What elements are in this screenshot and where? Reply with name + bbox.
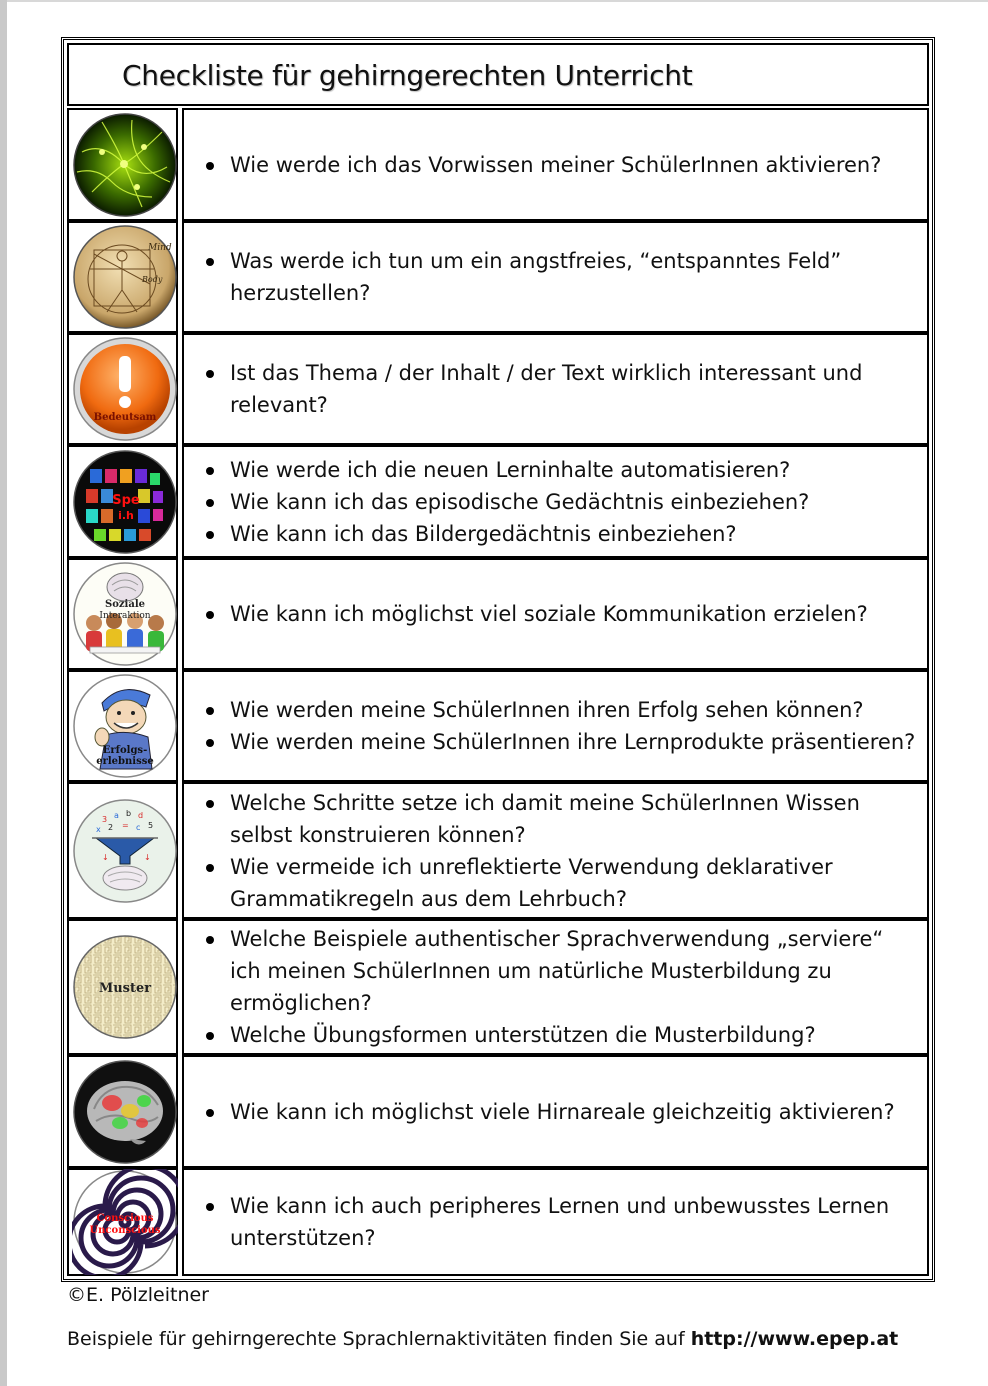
svg-text:Mind: Mind: [148, 243, 172, 253]
question-cell: [182, 333, 929, 445]
table-row: [67, 221, 929, 333]
viewer-left-edge: [0, 0, 7, 1386]
table-row: [67, 108, 929, 221]
question-item: Wie vermeide ich unreflektierte Verwendung deklarativer Grammatikregeln aus dem Lehrbuch?: [206, 851, 917, 915]
icon-cell: [67, 670, 178, 782]
table-row: [67, 919, 929, 1055]
svg-text:x: x: [96, 824, 101, 834]
icon-cell: [67, 919, 178, 1055]
question-cell: [182, 1168, 929, 1276]
svg-text:Spe: Spe: [112, 492, 140, 508]
icon-cell: [67, 558, 178, 670]
svg-text:a: a: [114, 810, 119, 820]
table-row: [67, 782, 929, 919]
viewer-top-edge: [7, 0, 988, 2]
question-item: Wie werde ich die neuen Lerninhalte automatisieren?: [206, 454, 917, 486]
svg-text:Conscious: Conscious: [96, 1213, 154, 1224]
checklist-table: [61, 37, 935, 1282]
table-row: [67, 1055, 929, 1168]
footer-text: Beispiele für gehirngerechte Sprachlernaktivitäten finden Sie auf: [67, 1328, 691, 1350]
table-row: [67, 1168, 929, 1276]
success-boy-icon: [72, 673, 178, 779]
svg-text:d: d: [138, 810, 144, 820]
question-cell: [182, 1055, 929, 1168]
svg-text:2: 2: [108, 822, 114, 832]
question-cell: [182, 445, 929, 558]
social-group-icon: [72, 561, 178, 667]
question-item: Welche Übungsformen unterstützen die Musterbildung?: [206, 1019, 917, 1051]
icon-cell: [67, 221, 178, 333]
svg-text:c: c: [136, 822, 141, 832]
question-item: Was werde ich tun um ein angstfreies, “entspanntes Feld” herzustellen?: [206, 245, 917, 309]
icon-cell: [67, 782, 178, 919]
question-cell: [182, 558, 929, 670]
icon-cell: [67, 333, 178, 445]
svg-text:3: 3: [102, 814, 108, 824]
funnel-brain-icon: [72, 798, 178, 904]
svg-text:Soziale: Soziale: [104, 599, 146, 610]
spiral-icon: [72, 1169, 178, 1275]
svg-text:Bedeutsam: Bedeutsam: [93, 412, 157, 423]
brain-scan-icon: [72, 1059, 178, 1165]
question-cell: [182, 782, 929, 919]
svg-text:↓: ↓: [144, 852, 151, 862]
neurons-icon: [72, 112, 178, 218]
vitruvian-man-icon: [72, 224, 178, 330]
question-cell: [182, 221, 929, 333]
icon-cell: [67, 445, 178, 558]
table-row: [67, 333, 929, 445]
question-item: Welche Beispiele authentischer Sprachverwendung „serviere“ ich meinen SchülerInnen um natürliche Musterbildung zu ermöglichen?: [206, 923, 917, 1019]
copyright: ©E. Pölzleitner: [67, 1284, 209, 1306]
question-item: Ist das Thema / der Inhalt / der Text wirklich interessant und relevant?: [206, 357, 917, 421]
footer-line: [67, 1328, 898, 1350]
table-row: [67, 558, 929, 670]
app-grid-icon: [72, 449, 178, 555]
question-item: Wie werden meine SchülerInnen ihre Lernprodukte präsentieren?: [206, 726, 917, 758]
svg-text:Muster: Muster: [98, 981, 152, 996]
exclamation-icon: [72, 336, 178, 442]
svg-text:Body: Body: [142, 275, 163, 284]
svg-text:Erfolgs-: Erfolgs-: [102, 745, 148, 756]
icon-cell: [67, 108, 178, 221]
question-item: Welche Schritte setze ich damit meine SchülerInnen Wissen selbst konstruieren können?: [206, 787, 917, 851]
svg-text:i.h: i.h: [118, 508, 134, 522]
question-cell: [182, 108, 929, 221]
question-item: Wie kann ich möglichst viele Hirnareale gleichzeitig aktivieren?: [206, 1096, 917, 1128]
question-item: Wie kann ich möglichst viel soziale Kommunikation erzielen?: [206, 598, 917, 630]
footer-link[interactable]: http://www.epep.at: [690, 1328, 899, 1350]
svg-text:Interaktion: Interaktion: [99, 611, 151, 621]
svg-text:Unconscious: Unconscious: [89, 1225, 161, 1236]
svg-text:erlebnisse: erlebnisse: [96, 756, 154, 767]
table-row: [67, 670, 929, 782]
question-cell: [182, 670, 929, 782]
question-item: Wie werde ich das Vorwissen meiner SchülerInnen aktivieren?: [206, 149, 917, 181]
question-item: Wie kann ich das Bildergedächtnis einbeziehen?: [206, 518, 917, 550]
question-cell: [182, 919, 929, 1055]
icon-cell: [67, 1168, 178, 1276]
svg-text:=: =: [122, 820, 129, 830]
svg-text:↓: ↓: [102, 852, 109, 862]
svg-text:5: 5: [148, 820, 154, 830]
pattern-icon: [72, 934, 178, 1040]
question-item: Wie werden meine SchülerInnen ihren Erfolg sehen können?: [206, 694, 917, 726]
svg-text:b: b: [126, 808, 132, 818]
title-row: [67, 43, 929, 106]
page-title: Checkliste für gehirngerechten Unterricht: [122, 59, 693, 92]
icon-cell: [67, 1055, 178, 1168]
question-item: Wie kann ich auch peripheres Lernen und unbewusstes Lernen unterstützen?: [206, 1190, 917, 1254]
table-row: [67, 445, 929, 558]
question-item: Wie kann ich das episodische Gedächtnis einbeziehen?: [206, 486, 917, 518]
